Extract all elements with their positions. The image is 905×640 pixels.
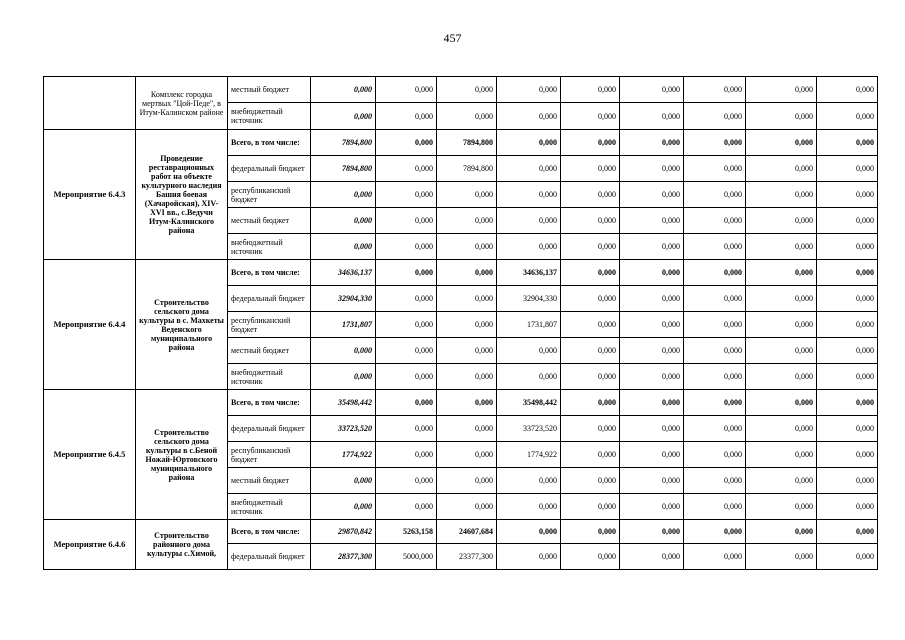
value-cell: 0,000 (561, 103, 620, 130)
value-cell: 0,000 (817, 208, 878, 234)
value-cell: 0,000 (746, 338, 817, 364)
value-cell: 0,000 (684, 77, 746, 103)
value-cell: 0,000 (684, 338, 746, 364)
value-cell: 32904,330 (311, 286, 376, 312)
table-row-total (44, 130, 878, 156)
value-cell: 0,000 (437, 312, 497, 338)
value-cell: 33723,520 (497, 416, 561, 442)
value-cell: 7894,800 (311, 156, 376, 182)
value-cell: 0,000 (311, 234, 376, 260)
description-cell: Проведение реставрационных работ на объекте культурного наследия Башня боевая (Хачаройская), XIV-XVI вв., с.Ведучи Итум-Калинского района (136, 130, 228, 260)
value-cell: 0,000 (561, 260, 620, 286)
value-cell: 0,000 (620, 468, 684, 494)
value-cell: 0,000 (684, 442, 746, 468)
value-cell: 0,000 (376, 77, 437, 103)
source-cell: федеральный бюджет (228, 286, 311, 312)
event-cell (44, 77, 136, 130)
value-cell: 0,000 (620, 364, 684, 390)
value-cell: 1774,922 (311, 442, 376, 468)
value-cell: 0,000 (311, 182, 376, 208)
value-cell: 5263,158 (376, 520, 437, 544)
value-cell: 0,000 (561, 234, 620, 260)
event-cell: Мероприятие 6.4.4 (44, 260, 136, 390)
value-cell: 0,000 (376, 182, 437, 208)
value-cell: 0,000 (376, 130, 437, 156)
value-cell: 0,000 (746, 544, 817, 570)
value-cell: 0,000 (620, 103, 684, 130)
value-cell: 0,000 (746, 156, 817, 182)
value-cell: 0,000 (311, 77, 376, 103)
value-cell: 0,000 (684, 260, 746, 286)
value-cell: 0,000 (376, 208, 437, 234)
source-cell: местный бюджет (228, 338, 311, 364)
value-cell: 0,000 (817, 520, 878, 544)
value-cell: 0,000 (437, 494, 497, 520)
description-cell: Строительство сельского дома культуры в с. Махкеты Веденского муниципального района (136, 260, 228, 390)
value-cell: 0,000 (620, 156, 684, 182)
value-cell: 0,000 (817, 544, 878, 570)
value-cell: 0,000 (620, 182, 684, 208)
value-cell: 0,000 (684, 312, 746, 338)
value-cell: 0,000 (684, 156, 746, 182)
value-cell: 0,000 (684, 182, 746, 208)
value-cell: 35498,442 (497, 390, 561, 416)
value-cell: 0,000 (497, 468, 561, 494)
value-cell: 0,000 (684, 234, 746, 260)
value-cell: 0,000 (684, 286, 746, 312)
value-cell: 0,000 (746, 182, 817, 208)
value-cell: 0,000 (817, 494, 878, 520)
value-cell: 7894,800 (311, 130, 376, 156)
source-cell: внебюджетный источник (228, 234, 311, 260)
value-cell: 0,000 (620, 208, 684, 234)
value-cell: 0,000 (497, 77, 561, 103)
value-cell: 0,000 (684, 390, 746, 416)
value-cell: 0,000 (746, 208, 817, 234)
value-cell: 0,000 (376, 103, 437, 130)
value-cell: 0,000 (817, 156, 878, 182)
value-cell: 0,000 (620, 544, 684, 570)
value-cell: 33723,520 (311, 416, 376, 442)
value-cell: 29870,842 (311, 520, 376, 544)
value-cell: 0,000 (497, 130, 561, 156)
value-cell: 0,000 (497, 103, 561, 130)
value-cell: 0,000 (437, 364, 497, 390)
source-cell: внебюджетный источник (228, 494, 311, 520)
value-cell: 0,000 (376, 286, 437, 312)
value-cell: 0,000 (497, 544, 561, 570)
value-cell: 1731,807 (497, 312, 561, 338)
value-cell: 0,000 (746, 468, 817, 494)
value-cell: 0,000 (311, 208, 376, 234)
page-number: 457 (443, 31, 462, 45)
value-cell: 23377,300 (437, 544, 497, 570)
value-cell: 0,000 (497, 156, 561, 182)
value-cell: 0,000 (561, 130, 620, 156)
source-cell: Всего, в том числе: (228, 260, 311, 286)
value-cell: 0,000 (561, 520, 620, 544)
value-cell: 0,000 (817, 103, 878, 130)
value-cell: 32904,330 (497, 286, 561, 312)
value-cell: 0,000 (817, 130, 878, 156)
source-cell: внебюджетный источник (228, 364, 311, 390)
value-cell: 0,000 (620, 260, 684, 286)
value-cell: 0,000 (376, 390, 437, 416)
value-cell: 0,000 (746, 130, 817, 156)
value-cell: 0,000 (561, 156, 620, 182)
value-cell: 0,000 (311, 494, 376, 520)
source-cell: местный бюджет (228, 468, 311, 494)
value-cell: 0,000 (684, 103, 746, 130)
value-cell: 0,000 (746, 286, 817, 312)
value-cell: 0,000 (620, 520, 684, 544)
value-cell: 0,000 (437, 338, 497, 364)
value-cell: 0,000 (817, 468, 878, 494)
value-cell: 34636,137 (497, 260, 561, 286)
value-cell: 0,000 (437, 103, 497, 130)
value-cell: 7894,800 (437, 130, 497, 156)
value-cell: 0,000 (561, 182, 620, 208)
value-cell: 0,000 (437, 442, 497, 468)
value-cell: 0,000 (746, 234, 817, 260)
value-cell: 5000,000 (376, 544, 437, 570)
value-cell: 0,000 (376, 494, 437, 520)
value-cell: 0,000 (311, 103, 376, 130)
value-cell: 0,000 (817, 286, 878, 312)
source-cell: внебюджетный источник (228, 103, 311, 130)
source-cell: федеральный бюджет (228, 544, 311, 570)
value-cell: 0,000 (817, 338, 878, 364)
value-cell: 0,000 (561, 77, 620, 103)
value-cell: 0,000 (497, 208, 561, 234)
value-cell: 24607,684 (437, 520, 497, 544)
event-cell: Мероприятие 6.4.6 (44, 520, 136, 570)
source-cell: Всего, в том числе: (228, 130, 311, 156)
value-cell: 0,000 (376, 416, 437, 442)
value-cell: 0,000 (684, 494, 746, 520)
value-cell: 0,000 (437, 390, 497, 416)
value-cell: 0,000 (620, 130, 684, 156)
value-cell: 0,000 (561, 364, 620, 390)
value-cell: 0,000 (376, 338, 437, 364)
value-cell: 0,000 (376, 442, 437, 468)
value-cell: 34636,137 (311, 260, 376, 286)
value-cell: 0,000 (620, 77, 684, 103)
value-cell: 0,000 (684, 520, 746, 544)
value-cell: 0,000 (746, 260, 817, 286)
value-cell: 0,000 (376, 312, 437, 338)
table-row-total (44, 260, 878, 286)
value-cell: 0,000 (620, 338, 684, 364)
value-cell: 0,000 (561, 208, 620, 234)
source-cell: Всего, в том числе: (228, 390, 311, 416)
value-cell: 0,000 (620, 442, 684, 468)
value-cell: 0,000 (684, 130, 746, 156)
value-cell: 0,000 (376, 260, 437, 286)
value-cell: 0,000 (817, 442, 878, 468)
value-cell: 0,000 (561, 442, 620, 468)
value-cell: 0,000 (746, 364, 817, 390)
value-cell: 0,000 (497, 182, 561, 208)
value-cell: 35498,442 (311, 390, 376, 416)
value-cell: 0,000 (437, 468, 497, 494)
value-cell: 0,000 (561, 416, 620, 442)
value-cell: 0,000 (746, 494, 817, 520)
event-cell: Мероприятие 6.4.5 (44, 390, 136, 520)
value-cell: 0,000 (746, 77, 817, 103)
table-row-total (44, 390, 878, 416)
value-cell: 0,000 (437, 260, 497, 286)
value-cell: 0,000 (684, 208, 746, 234)
description-cell: Строительство районного дома культуры с.Химой, (136, 520, 228, 570)
value-cell: 0,000 (684, 544, 746, 570)
value-cell: 0,000 (746, 312, 817, 338)
value-cell: 0,000 (497, 520, 561, 544)
value-cell: 0,000 (437, 208, 497, 234)
source-cell: Всего, в том числе: (228, 520, 311, 544)
value-cell: 0,000 (561, 544, 620, 570)
value-cell: 0,000 (311, 468, 376, 494)
value-cell: 0,000 (620, 390, 684, 416)
source-cell: местный бюджет (228, 77, 311, 103)
value-cell: 0,000 (376, 364, 437, 390)
value-cell: 0,000 (746, 442, 817, 468)
value-cell: 0,000 (746, 416, 817, 442)
budget-table (43, 76, 878, 570)
value-cell: 0,000 (684, 468, 746, 494)
source-cell: местный бюджет (228, 208, 311, 234)
value-cell: 0,000 (620, 286, 684, 312)
value-cell: 0,000 (437, 234, 497, 260)
value-cell: 0,000 (437, 286, 497, 312)
value-cell: 0,000 (497, 234, 561, 260)
value-cell: 0,000 (561, 338, 620, 364)
value-cell: 0,000 (561, 390, 620, 416)
value-cell: 0,000 (620, 312, 684, 338)
value-cell: 0,000 (817, 234, 878, 260)
value-cell: 0,000 (817, 77, 878, 103)
description-cell: Комплекс городка мертвых "Цой-Педе", в Итум-Калинском районе (136, 77, 228, 130)
value-cell: 0,000 (561, 468, 620, 494)
value-cell: 0,000 (311, 338, 376, 364)
source-cell: республиканский бюджет (228, 182, 311, 208)
source-cell: республиканский бюджет (228, 442, 311, 468)
value-cell: 0,000 (437, 416, 497, 442)
value-cell: 0,000 (620, 494, 684, 520)
value-cell: 1731,807 (311, 312, 376, 338)
value-cell: 28377,300 (311, 544, 376, 570)
source-cell: республиканский бюджет (228, 312, 311, 338)
value-cell: 0,000 (817, 390, 878, 416)
value-cell: 0,000 (746, 520, 817, 544)
value-cell: 0,000 (746, 390, 817, 416)
source-cell: федеральный бюджет (228, 416, 311, 442)
value-cell: 0,000 (684, 364, 746, 390)
value-cell: 0,000 (376, 468, 437, 494)
value-cell: 0,000 (817, 416, 878, 442)
value-cell: 0,000 (817, 182, 878, 208)
value-cell: 0,000 (746, 103, 817, 130)
value-cell: 0,000 (817, 260, 878, 286)
value-cell: 0,000 (817, 312, 878, 338)
value-cell: 0,000 (561, 312, 620, 338)
value-cell: 0,000 (376, 156, 437, 182)
value-cell: 0,000 (817, 364, 878, 390)
value-cell: 0,000 (376, 234, 437, 260)
value-cell: 0,000 (437, 77, 497, 103)
table-row-total (44, 520, 878, 544)
value-cell: 0,000 (561, 286, 620, 312)
value-cell: 0,000 (684, 416, 746, 442)
value-cell: 0,000 (437, 182, 497, 208)
budget-table-body (44, 77, 878, 570)
value-cell: 0,000 (497, 494, 561, 520)
value-cell: 0,000 (620, 416, 684, 442)
value-cell: 1774,922 (497, 442, 561, 468)
value-cell: 0,000 (497, 338, 561, 364)
value-cell: 0,000 (311, 364, 376, 390)
source-cell: федеральный бюджет (228, 156, 311, 182)
event-cell: Мероприятие 6.4.3 (44, 130, 136, 260)
value-cell: 0,000 (561, 494, 620, 520)
description-cell: Строительство сельского дома культуры в с.Беной Ножай-Юртовского муниципального района (136, 390, 228, 520)
value-cell: 0,000 (497, 364, 561, 390)
table-row (44, 77, 878, 103)
value-cell: 7894,800 (437, 156, 497, 182)
value-cell: 0,000 (620, 234, 684, 260)
